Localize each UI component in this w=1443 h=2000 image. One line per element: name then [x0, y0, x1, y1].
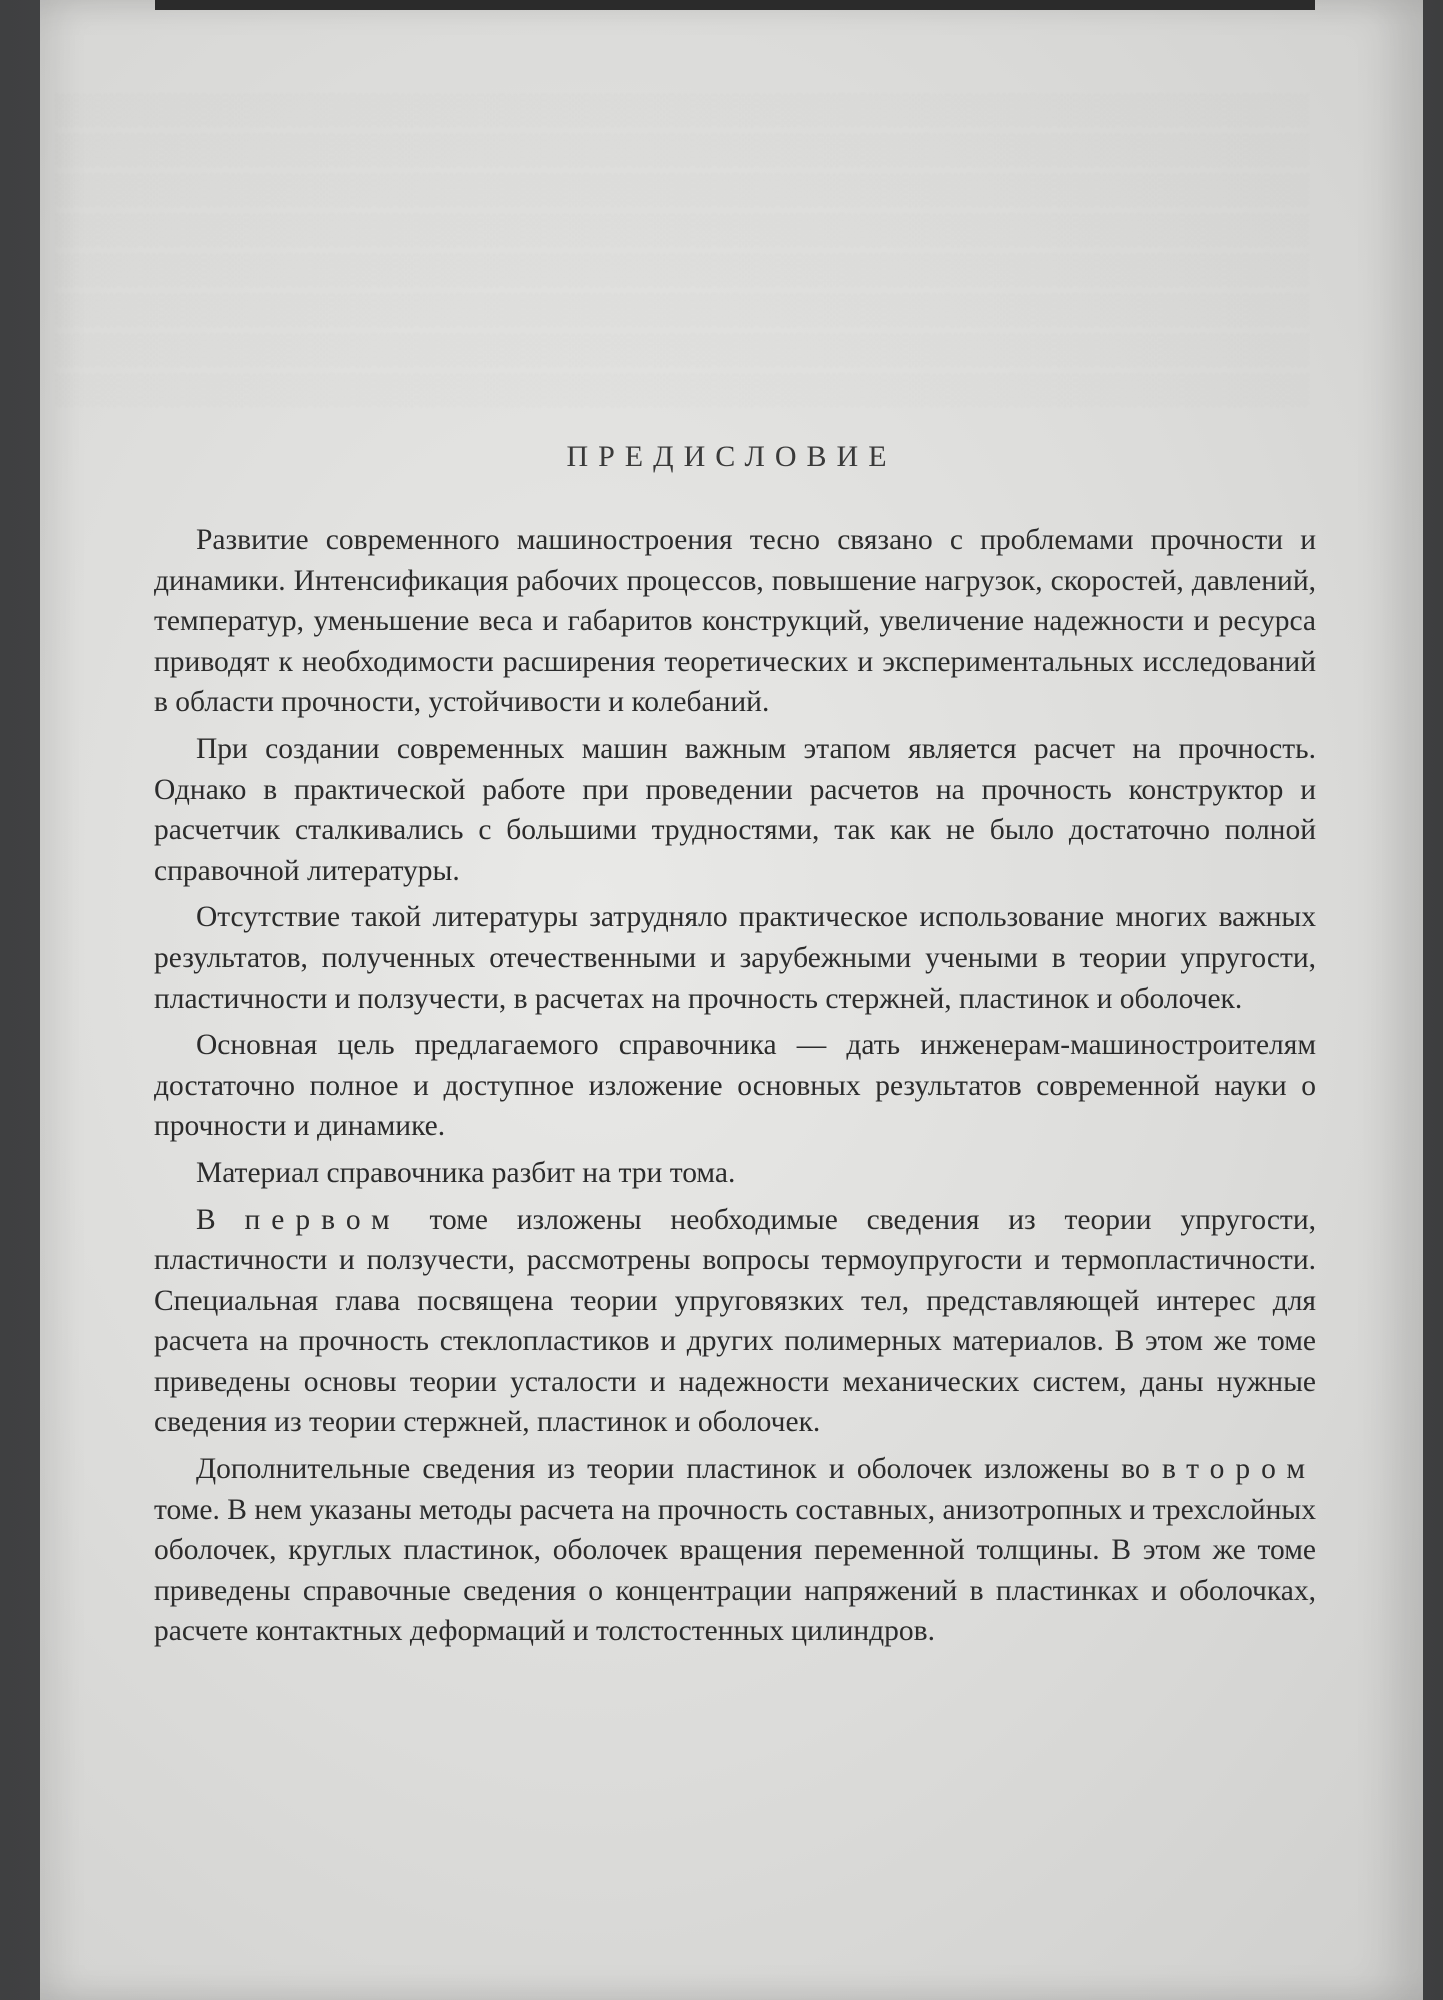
- preface-body: [154, 520, 1316, 1658]
- paragraph-3: Отсутствие такой литературы затрудняло практическое использование многих важных результатов, полученных отечественными и зарубежными учеными в теории упругости, пластичности и ползучести, в расчетах на прочность стержней, пластинок и оболочек.: [154, 901, 1316, 1015]
- top-rule: [155, 0, 1315, 10]
- paragraph-4: Основная цель предлагаемого справочника — дать инженерам-машиностроителям достаточно полное и доступное изложение основных результатов современной науки о прочности и динамике.: [154, 1029, 1316, 1143]
- paragraph-7-lead: Дополнительные сведения из теории пластинок и оболочек изложены во: [196, 1453, 1162, 1486]
- emphasis-first-volume: первом: [244, 1203, 401, 1236]
- bleed-through-texture: ░░░░░░░░░░░░░░░░░░░░░░░░░░░░░░░░░░░░░░░░░░░░░░░░░░░░░░░░░░░ ░░░░░░░░░░░░░░░░░░░░░░░░░░░░░░░░░░░░░░░░░░░░░░░░░░░░░░░░░░░ ░░░░░░░░░░░░░░░░░░░░░░░░░░░░░░░░░░░░░░░░░░░░░░░░░░░░░░░░░░░ ░░░░░░░░░░░░░░░░░░░░░░░░░░░░░░░░░░░░░░░░░░░░░░░░░░░░░░░░░░░ ░░░░░░░░░░░░░░░░░░░░░░░░░░░░░░░░░░░░░░░░░░░░░░░░░░░░░░░░░░░ ░░░░░░░░░░░░░░░░░░░░░░░░░░░░░░░░░░░░░░░░░░░░░░░░░░░░░░░░░░░ ░░░░░░░░░░░░░░░░░░░░░░░░░░░░░░░░░░░░░░░░░░░░░░░░░░░░░░░░░░░ ░░░░░░░░░░░░░░░░░░░░░░░░░░░░░░░░░░░░░░░░░░░░░░░░░░░░░░░░░░░: [55, 93, 1310, 406]
- paragraph-6-lead: В: [196, 1203, 245, 1236]
- page-title: ПРЕДИСЛОВИЕ: [566, 440, 897, 473]
- paragraph-6-body: томе изложены необходимые сведения из теории упругости, пластичности и ползучести, рассмотрены вопросы термоупругости и термопластичности. Специальная глава посвящена теории упруговязких тел, представляющей интерес для расчета на прочность стеклопластиков и других полимерных материалов. В этом же томе приведены основы теории усталости и надежности механических систем, даны нужные сведения из теории стержней, пластинок и оболочек.: [154, 1203, 1316, 1439]
- paragraph-5: Материал справочника разбит на три тома.: [196, 1156, 736, 1189]
- paragraph-2: При создании современных машин важным этапом является расчет на прочность. Однако в практической работе при проведении расчетов на прочность конструктор и расчетчик сталкивались с большими трудностями, так как не было достаточно полной справочной литературы.: [154, 732, 1316, 887]
- paragraph-7: [154, 1449, 1316, 1652]
- paragraph-6: [154, 1200, 1316, 1444]
- paragraph-7-body: томе. В нем указаны методы расчета на прочность составных, анизотропных и трехслойных оболочек, круглых пластинок, оболочек вращения переменной толщины. В этом же томе приведены справочные сведения о концентрации напряжений в пластинках и оболочках, расчете контактных деформаций и толстостенных цилиндров.: [154, 1493, 1316, 1648]
- book-page: [40, 0, 1423, 2000]
- emphasis-second-volume: втором: [1161, 1453, 1316, 1486]
- paragraph-1: Развитие современного машиностроения тесно связано с проблемами прочности и динамики. Интенсификация рабочих процессов, повышение нагрузок, скоростей, давлений, температур, уменьшение веса и габаритов конструкций, увеличение надежности и ресурса приводят к необходимости расширения теоретических и экспериментальных исследований в области прочности, устойчивости и колебаний.: [154, 524, 1316, 719]
